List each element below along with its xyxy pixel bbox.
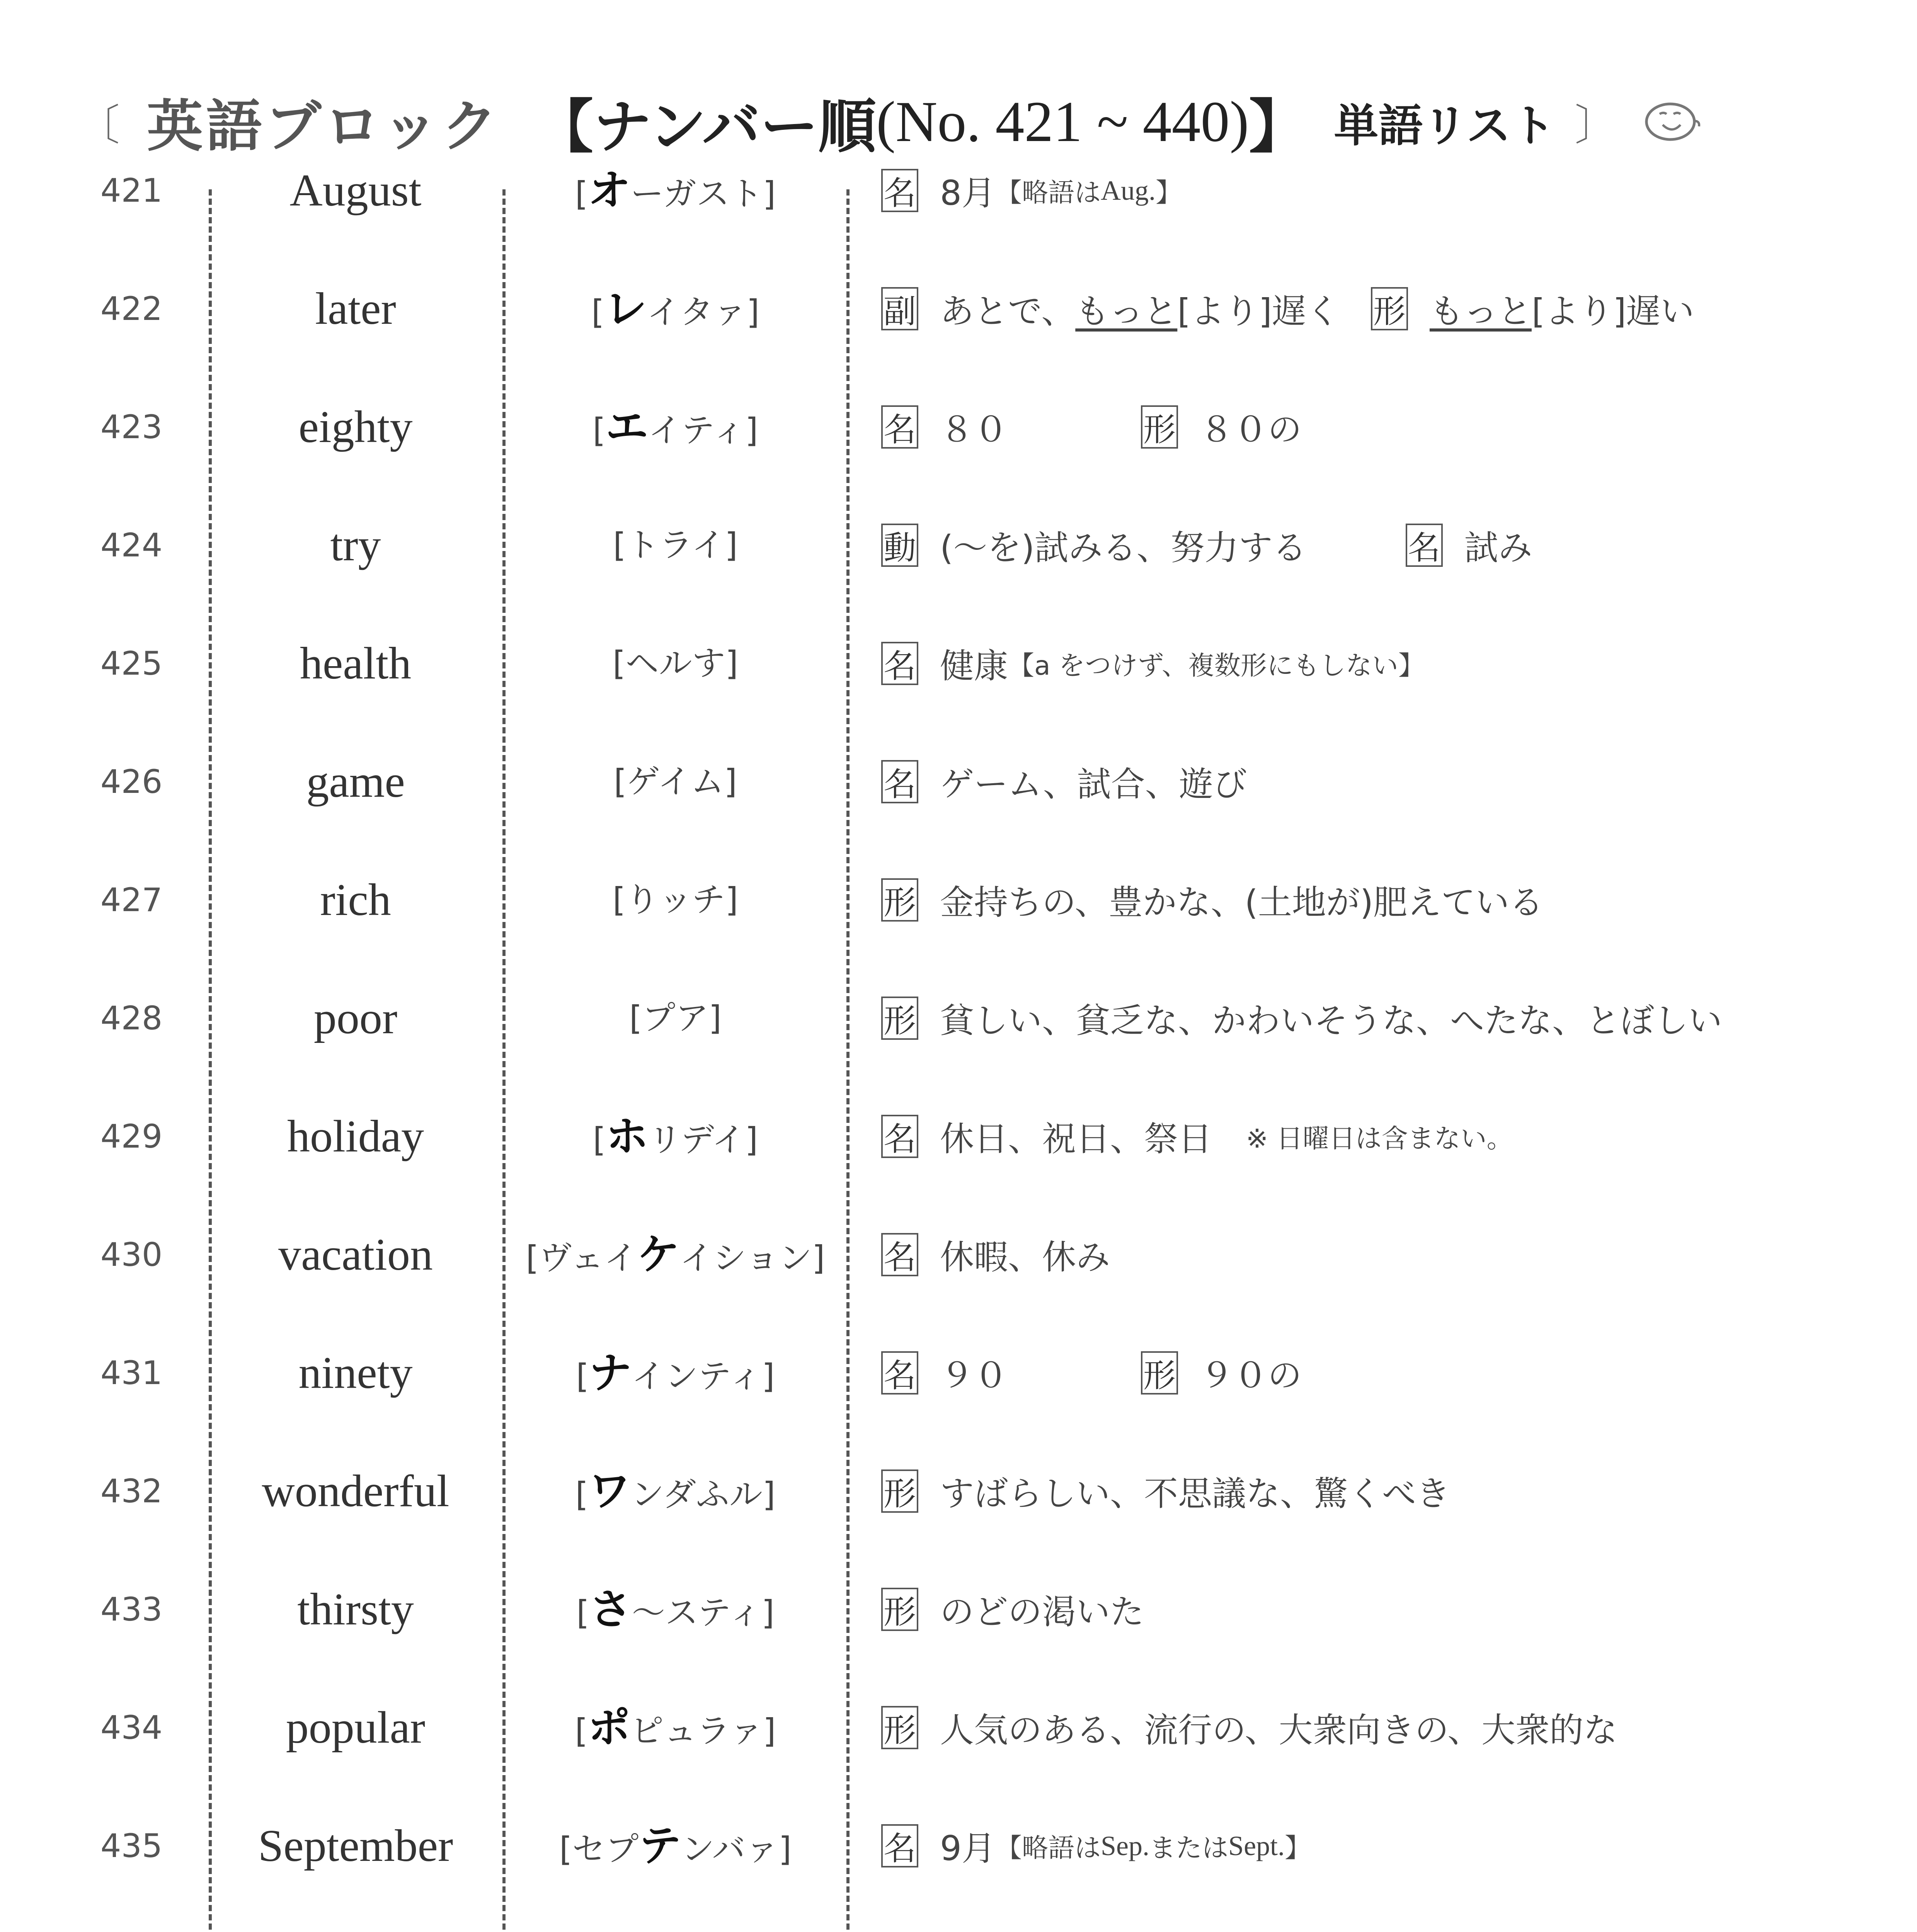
word-row	[0, 250, 1917, 368]
pronunciation-part: ーガスト]	[630, 175, 776, 213]
meaning-text: 休日、祝日、祭日	[940, 1119, 1246, 1159]
meaning	[881, 250, 1886, 368]
meaning-note: Sep.	[1101, 1830, 1150, 1861]
pronunciation-part: イティ]	[648, 411, 758, 450]
word-number: 422	[100, 290, 163, 328]
pronunciation-part: [	[592, 411, 606, 450]
meaning-text: 貧しい、貧乏な、かわいそうな、へたな、とぼしい	[940, 1001, 1723, 1041]
part-of-speech-badge: 名	[881, 1824, 918, 1867]
meaning-note: Aug.	[1101, 175, 1156, 206]
meaning	[881, 1432, 1886, 1550]
part-of-speech-badge: 名	[881, 1351, 918, 1395]
meaning-text: ゲーム、試合、遊び	[940, 764, 1247, 804]
english-word: poor	[313, 993, 398, 1043]
pronunciation	[504, 486, 846, 604]
word-number: 427	[100, 881, 163, 919]
english-word	[209, 1905, 502, 1932]
pronunciation	[504, 841, 846, 959]
meaning-note: 【a をつけず、複数形にもしない】	[1008, 650, 1425, 681]
word-row	[0, 841, 1917, 959]
english-word: try	[330, 520, 381, 570]
meaning	[881, 1196, 1886, 1314]
meaning-underlined: もっと	[1075, 291, 1178, 331]
meaning-note: ※ 日曜日は含まない。	[1246, 1123, 1513, 1154]
english-word: thirsty	[297, 1584, 414, 1634]
meaning-text: 休暇、休み	[940, 1237, 1110, 1277]
word-row	[0, 1432, 1917, 1550]
pronunciation-part: イタァ]	[647, 293, 760, 332]
pronunciation	[504, 1196, 846, 1317]
pronunciation-accent: ナ	[589, 1348, 632, 1398]
pronunciation-accent: ワ	[588, 1466, 631, 1516]
part-of-speech-badge: 副	[881, 287, 918, 330]
pronunciation-part: [りッチ]	[612, 881, 739, 919]
pronunciation-accent: テ	[638, 1821, 681, 1871]
meaning-text: 健康	[940, 646, 1008, 686]
meaning-text: ８０	[940, 410, 1110, 449]
word-row	[0, 131, 1917, 250]
word-number: 429	[100, 1117, 163, 1155]
meaning	[881, 1314, 1886, 1432]
word-row	[0, 723, 1917, 841]
pronunciation-part: [	[576, 1594, 589, 1632]
pronunciation	[504, 368, 846, 490]
pronunciation-accent: ホ	[606, 1112, 649, 1161]
english-word: later	[315, 283, 396, 334]
english-word: rich	[320, 874, 391, 925]
part-of-speech-badge: 形	[881, 1588, 918, 1631]
meaning	[881, 1077, 1886, 1196]
meaning-text: のどの渇いた	[940, 1592, 1144, 1632]
header-bracket-open: 〔	[77, 100, 120, 150]
meaning-text: 試み	[1464, 528, 1532, 568]
pronunciation	[504, 1314, 846, 1435]
word-number: 423	[100, 408, 163, 446]
list-label: 単語リスト	[1334, 100, 1556, 152]
word-row	[0, 604, 1917, 723]
part-of-speech-badge: 形	[1141, 1351, 1178, 1395]
part-of-speech-badge: 動	[881, 524, 918, 567]
pronunciation-part: [	[575, 1712, 588, 1750]
part-of-speech-badge: 形	[881, 878, 918, 922]
word-row	[0, 486, 1917, 604]
pronunciation-part: [プア]	[629, 999, 722, 1037]
meaning	[881, 368, 1886, 486]
word-row	[0, 1550, 1917, 1668]
part-of-speech-badge: 名	[881, 1115, 918, 1158]
pronunciation-part: ンダふル]	[631, 1475, 776, 1514]
meaning-note: 【略語は	[996, 1833, 1101, 1864]
pronunciation-accent: ケ	[637, 1230, 680, 1279]
english-word: eighty	[298, 401, 413, 452]
pronunciation-part: リデイ]	[648, 1121, 758, 1159]
meaning-text: 9月	[940, 1828, 996, 1868]
meaning-text: ９０の	[1200, 1355, 1302, 1395]
pronunciation	[504, 604, 846, 723]
meaning-text: 8月	[940, 173, 996, 213]
pronunciation	[504, 1432, 846, 1554]
meaning	[881, 1787, 1886, 1905]
word-row	[0, 959, 1917, 1077]
part-of-speech-badge: 形	[881, 997, 918, 1040]
pronunciation	[504, 959, 846, 1077]
title-range: (No. 421 ~ 440)	[876, 90, 1249, 154]
part-of-speech-badge: 名	[881, 1233, 918, 1276]
pronunciation-part: [	[575, 175, 588, 213]
meaning-text: (〜を)試みる、努力する	[940, 528, 1375, 568]
pronunciation-part: [ゲイム]	[613, 762, 737, 801]
pronunciation-accent: エ	[605, 402, 648, 452]
part-of-speech-badge: 形	[881, 1469, 918, 1513]
meaning-text: すばらしい、不思議な、驚くべき	[940, 1474, 1451, 1514]
meaning-note: または	[1149, 1833, 1229, 1864]
meaning	[881, 486, 1886, 604]
english-word: popular	[286, 1702, 426, 1753]
part-of-speech-badge: 形	[1371, 287, 1408, 330]
meaning-text: [より]遅く	[1177, 291, 1340, 331]
part-of-speech-badge: 形	[1141, 405, 1178, 449]
word-number: 425	[100, 645, 163, 682]
pronunciation	[504, 1905, 846, 1932]
meaning-text: あとで、	[940, 291, 1076, 331]
pronunciation-accent: オ	[588, 166, 631, 215]
part-of-speech-badge: 名	[881, 642, 918, 685]
pronunciation	[504, 250, 846, 371]
pronunciation-accent: さ	[589, 1585, 632, 1634]
meaning	[881, 841, 1886, 959]
english-word: wonderful	[262, 1466, 449, 1516]
part-of-speech-badge: 名	[881, 169, 918, 212]
pronunciation-part: [セプ	[559, 1830, 639, 1869]
title-close: 】	[1249, 94, 1307, 161]
title-prefix: 【ナンバー順	[535, 94, 877, 161]
meaning-note: 】	[1285, 1833, 1311, 1864]
meaning-text: 金持ちの、豊かな、(土地が)肥えている	[940, 883, 1544, 922]
pronunciation	[504, 1550, 846, 1672]
word-number: 430	[100, 1236, 163, 1274]
pronunciation-part: イション]	[679, 1239, 825, 1277]
english-word: August	[289, 165, 422, 216]
pronunciation-part: [ヴェイ	[526, 1239, 637, 1277]
english-word: vacation	[278, 1229, 433, 1280]
pronunciation	[504, 131, 846, 253]
meaning-note: 【略語は	[996, 177, 1101, 208]
pronunciation	[504, 1668, 846, 1790]
meaning	[881, 959, 1886, 1077]
pronunciation-accent: ポ	[587, 1703, 630, 1752]
word-row	[0, 1314, 1917, 1432]
pronunciation-accent: レ	[604, 284, 647, 333]
meaning-note: Sept.	[1228, 1830, 1285, 1861]
word-number: 428	[100, 999, 163, 1037]
meaning-note: 】	[1156, 177, 1182, 208]
word-row	[0, 1905, 1917, 1932]
meaning	[881, 131, 1886, 250]
meaning-underlined: もっと	[1429, 291, 1532, 331]
meaning-text: 人気のある、流行の、大衆向きの、大衆的な	[940, 1710, 1617, 1750]
pronunciation-part: [	[592, 1121, 606, 1159]
pronunciation-part: [	[576, 1357, 589, 1396]
pronunciation-part: [	[575, 1475, 589, 1514]
word-row	[0, 1077, 1917, 1196]
pronunciation-part: [	[591, 293, 604, 332]
pronunciation-part: 〜スティ]	[632, 1594, 775, 1632]
meaning-text: ８０の	[1200, 410, 1302, 449]
word-row	[0, 1787, 1917, 1905]
word-row	[0, 1196, 1917, 1314]
pronunciation-part: ンバァ]	[681, 1830, 792, 1869]
brand-name: 英語ブロック	[147, 94, 501, 159]
meaning-text: [より]遅い	[1531, 291, 1694, 331]
word-number: 433	[100, 1590, 163, 1628]
meaning	[881, 1668, 1886, 1787]
word-number: 421	[100, 172, 163, 209]
english-word: health	[300, 638, 412, 689]
word-number	[100, 1905, 178, 1932]
meaning	[881, 723, 1886, 841]
word-row	[0, 368, 1917, 486]
part-of-speech-badge: 名	[1406, 524, 1443, 567]
english-word: September	[258, 1820, 453, 1871]
part-of-speech-badge: 形	[881, 1706, 918, 1749]
word-number: 431	[100, 1354, 163, 1392]
word-number: 435	[100, 1827, 163, 1865]
pronunciation-part: [トライ]	[613, 526, 738, 565]
english-word: ninety	[298, 1347, 413, 1398]
word-number: 426	[100, 763, 163, 801]
pronunciation-part: インティ]	[631, 1357, 775, 1396]
word-number: 432	[100, 1472, 163, 1510]
header-bracket-close: 〕	[1575, 100, 1617, 150]
word-row	[0, 1668, 1917, 1787]
pronunciation-part: ピュラァ]	[630, 1712, 776, 1750]
meaning	[881, 1905, 1886, 1932]
meaning-text: ９０	[940, 1355, 1110, 1395]
english-word: holiday	[287, 1111, 424, 1162]
meaning	[881, 1550, 1886, 1668]
pronunciation	[504, 1787, 846, 1908]
part-of-speech-badge: 名	[881, 405, 918, 449]
pronunciation	[504, 723, 846, 841]
word-number: 434	[100, 1709, 163, 1747]
english-word: game	[306, 756, 405, 807]
word-number: 424	[100, 526, 163, 564]
pronunciation-part: [ヘルす]	[612, 644, 739, 683]
meaning	[881, 604, 1886, 723]
part-of-speech-badge: 名	[881, 760, 918, 803]
pronunciation	[504, 1077, 846, 1199]
